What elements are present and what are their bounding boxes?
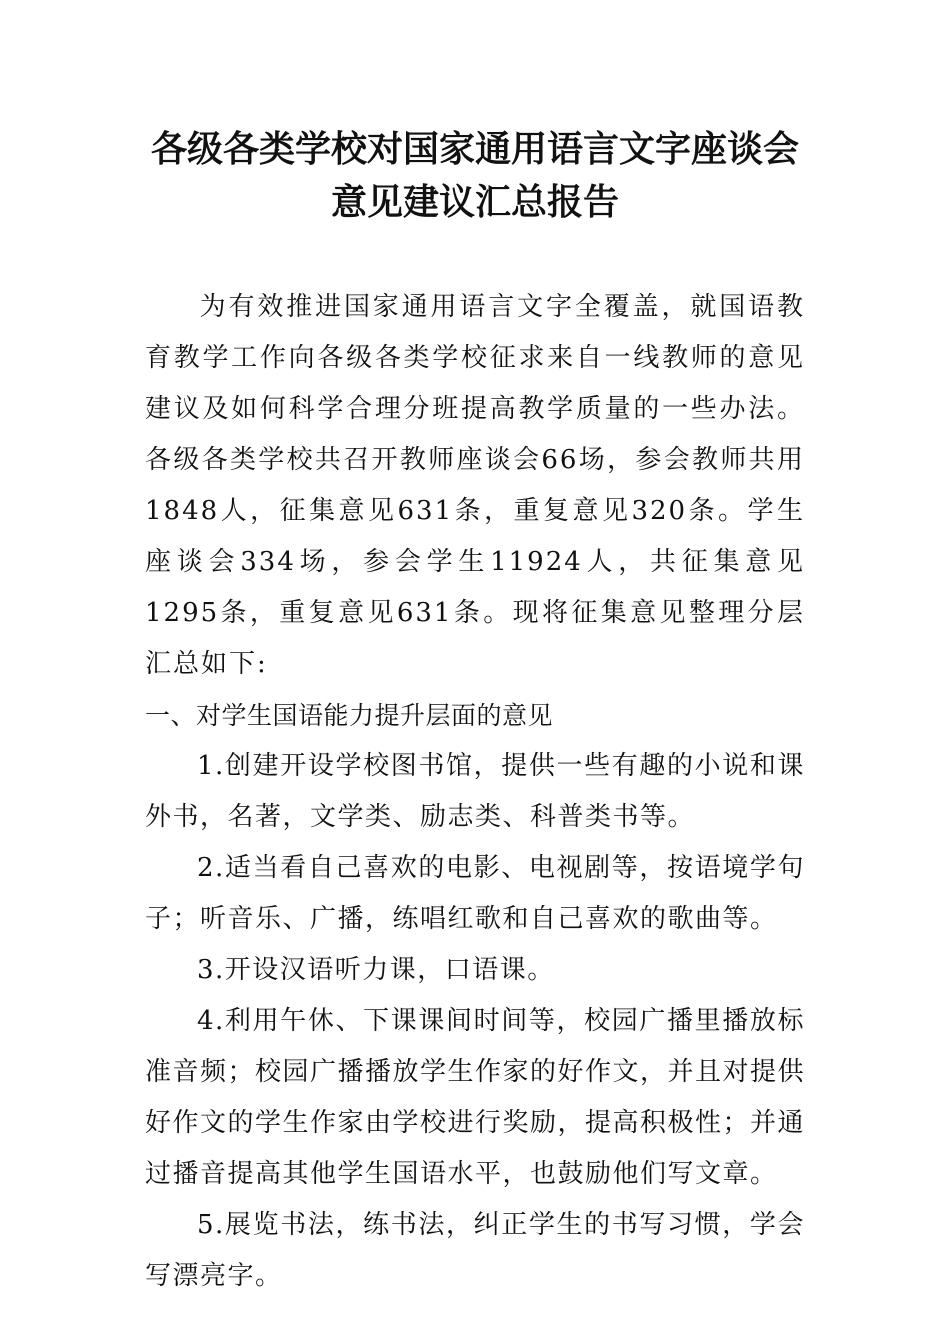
list-item: 1.创建开设学校图书馆，提供一些有趣的小说和课外书，名著，文学类、励志类、科普类书等。	[145, 751, 805, 832]
document-body	[145, 282, 805, 1302]
document-title-line-1: 各级各类学校对国家通用语言文字座谈会	[150, 128, 799, 170]
list-item: 3.开设汉语听力课，口语课。	[197, 955, 555, 985]
section-heading-1: 一、对学生国语能力提升层面的意见	[145, 701, 554, 730]
intro-paragraph: 为有效推进国家通用语言文字全覆盖，就国语教育教学工作向各级各类学校征求来自一线教师的意见建议及如何科学合理分班提高教学质量的一些办法。各级各类学校共召开教师座谈会66场，参会教师共用1848人，征集意见631条，重复意见320条。学生座谈会334场，参会学生11924人，共征集意见1295条，重复意见631条。现将征集意见整理分层汇总如下:	[145, 292, 805, 679]
document-title-line-2: 意见建议汇总报告	[330, 181, 619, 223]
list-item: 2.适当看自己喜欢的电影、电视剧等，按语境学句子；听音乐、广播，练唱红歌和自己喜欢的歌曲等。	[145, 853, 805, 934]
list-item: 4.利用午休、下课课间时间等，校园广播里播放标准音频；校园广播播放学生作家的好作文，并且对提供好作文的学生作家由学校进行奖励，提高积极性；并通过播音提高其他学生国语水平，也鼓励他们写文章。	[145, 1006, 806, 1189]
list-item: 5.展览书法，练书法，纠正学生的书写习惯，学会写漂亮字。	[145, 1210, 805, 1291]
